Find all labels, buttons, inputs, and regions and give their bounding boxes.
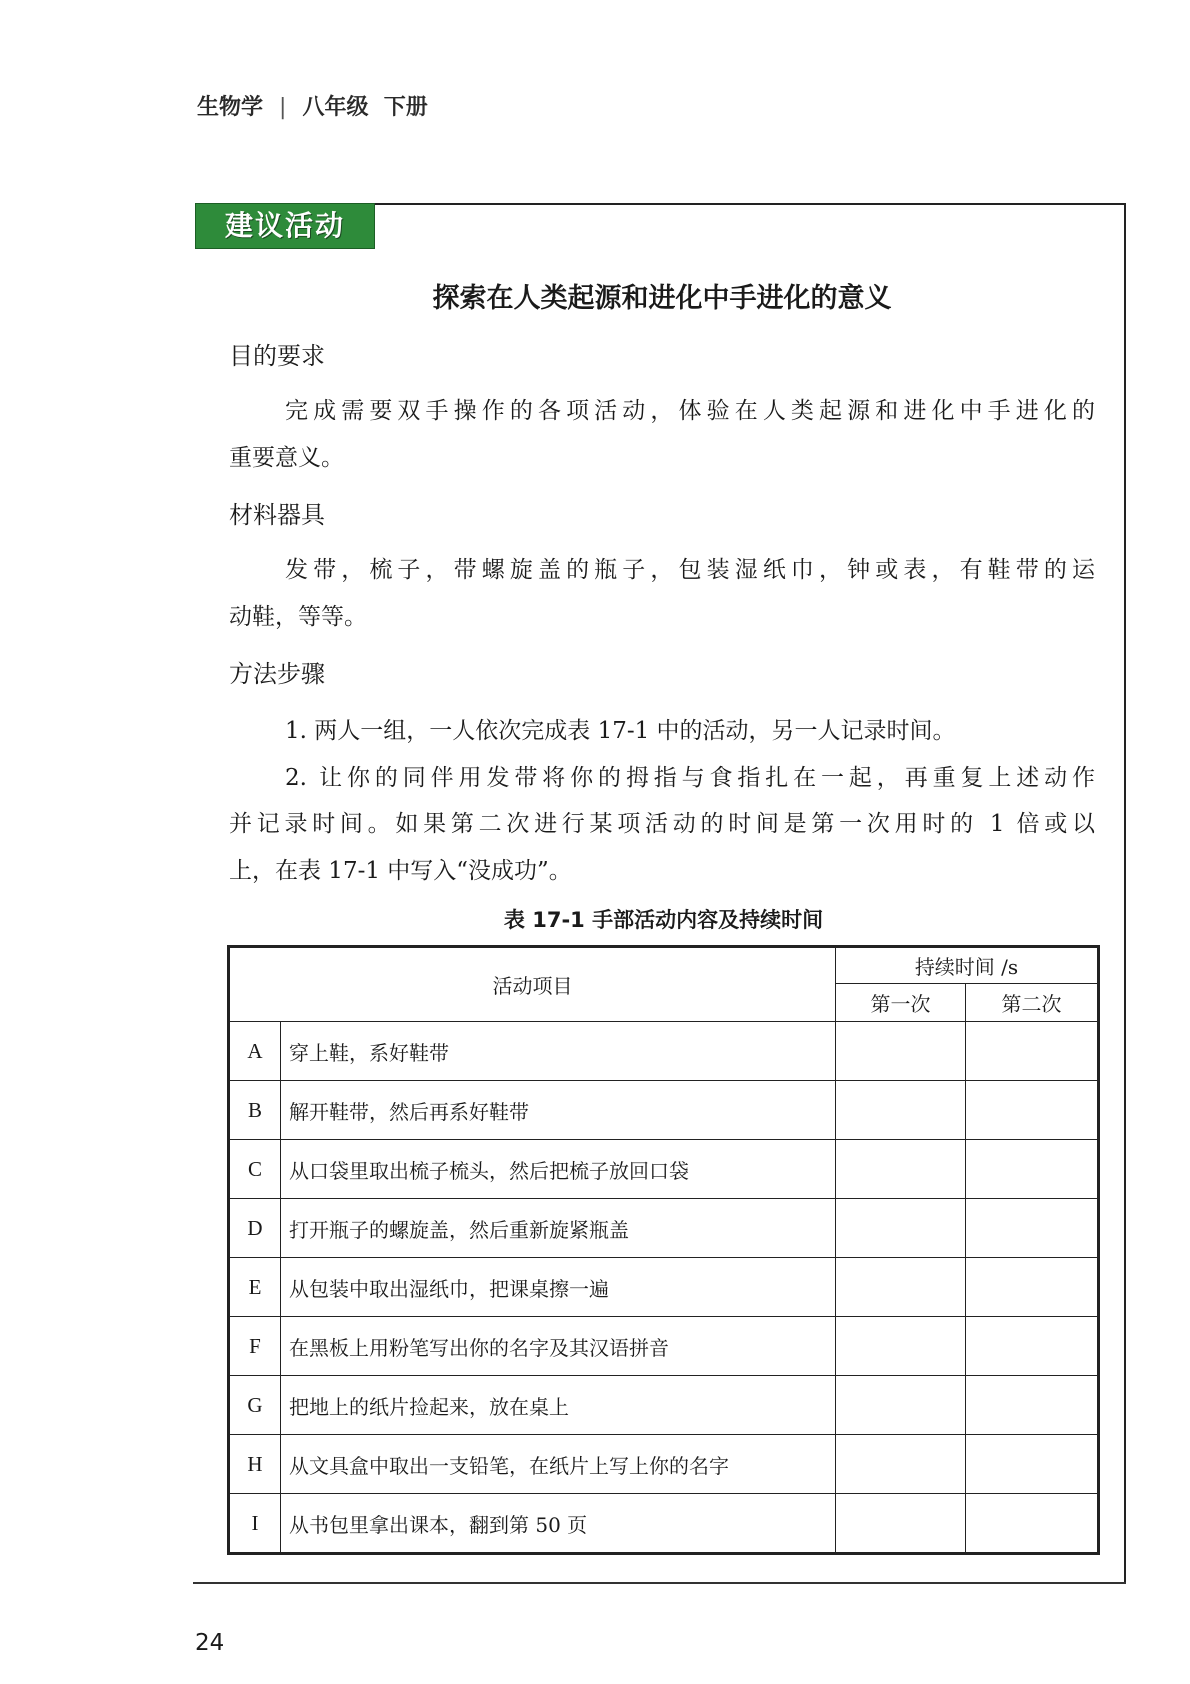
table-row	[229, 1435, 1099, 1494]
row-activity: 从文具盒中取出一支铅笔，在纸片上写上你的名字	[281, 1435, 836, 1494]
volume: 下册	[383, 95, 428, 120]
table-row	[229, 1022, 1099, 1081]
row-activity: 解开鞋带，然后再系好鞋带	[281, 1081, 836, 1140]
activity-table	[227, 945, 1100, 1555]
table-row	[229, 1317, 1099, 1376]
row-activity: 从书包里拿出课本，翻到第 50 页	[281, 1494, 836, 1554]
table-row	[229, 1140, 1099, 1199]
row-activity: 把地上的纸片捡起来，放在桌上	[281, 1376, 836, 1435]
table-row	[229, 1199, 1099, 1258]
section-heading-purpose: 目的要求	[229, 342, 325, 370]
row-first-time	[836, 1140, 966, 1199]
row-first-time	[836, 1376, 966, 1435]
row-first-time	[836, 1494, 966, 1554]
row-second-time	[966, 1376, 1099, 1435]
row-activity: 从口袋里取出梳子梳头，然后把梳子放回口袋	[281, 1140, 836, 1199]
row-letter: F	[229, 1317, 281, 1376]
table-row	[229, 1494, 1099, 1554]
row-letter: H	[229, 1435, 281, 1494]
table-row	[229, 1258, 1099, 1317]
row-first-time	[836, 1199, 966, 1258]
page-number: 24	[195, 1630, 225, 1656]
row-second-time	[966, 1022, 1099, 1081]
grade: 八年级	[302, 95, 369, 120]
running-header	[197, 90, 428, 121]
row-letter: B	[229, 1081, 281, 1140]
section-heading-materials: 材料器具	[229, 501, 325, 529]
row-letter: C	[229, 1140, 281, 1199]
paragraph-line: 完成需要双手操作的各项活动，体验在人类起源和进化中手进化的	[285, 398, 1095, 424]
row-letter: I	[229, 1494, 281, 1554]
row-first-time	[836, 1317, 966, 1376]
subject: 生物学	[197, 95, 264, 120]
paragraph-line: 发带，梳子，带螺旋盖的瓶子，包装湿纸巾，钟或表，有鞋带的运	[285, 557, 1095, 583]
row-second-time	[966, 1199, 1099, 1258]
step-line: 2. 让你的同伴用发带将你的拇指与食指扎在一起，再重复上述动作	[285, 765, 1095, 791]
header-separator: |	[279, 95, 287, 120]
row-letter: E	[229, 1258, 281, 1317]
table-row	[229, 1081, 1099, 1140]
row-first-time	[836, 1081, 966, 1140]
row-letter: A	[229, 1022, 281, 1081]
paragraph-line: 动鞋，等等。	[229, 604, 367, 630]
row-second-time	[966, 1140, 1099, 1199]
row-letter: G	[229, 1376, 281, 1435]
header-second: 第二次	[966, 984, 1099, 1022]
step-line: 上，在表 17-1 中写入“没成功”。	[229, 858, 572, 884]
row-activity: 打开瓶子的螺旋盖，然后重新旋紧瓶盖	[281, 1199, 836, 1258]
row-activity: 从包装中取出湿纸巾，把课桌擦一遍	[281, 1258, 836, 1317]
row-first-time	[836, 1258, 966, 1317]
header-first: 第一次	[836, 984, 966, 1022]
step-line: 并记录时间。如果第二次进行某项活动的时间是第一次用时的 1 倍或以	[229, 811, 1095, 837]
suggested-activity-tag: 建议活动	[195, 203, 375, 249]
row-second-time	[966, 1435, 1099, 1494]
row-activity: 在黑板上用粉笔写出你的名字及其汉语拼音	[281, 1317, 836, 1376]
row-second-time	[966, 1317, 1099, 1376]
row-first-time	[836, 1435, 966, 1494]
section-heading-method: 方法步骤	[229, 660, 325, 688]
paragraph-line: 重要意义。	[229, 445, 344, 471]
box-bottom-rule	[193, 1582, 1126, 1584]
header-activity: 活动项目	[229, 947, 836, 1022]
table-row	[229, 1376, 1099, 1435]
row-letter: D	[229, 1199, 281, 1258]
row-second-time	[966, 1258, 1099, 1317]
activity-title: 探索在人类起源和进化中手进化的意义	[432, 283, 892, 314]
table-caption: 表 17-1 手部活动内容及持续时间	[503, 908, 824, 932]
row-activity: 穿上鞋，系好鞋带	[281, 1022, 836, 1081]
row-second-time	[966, 1494, 1099, 1554]
step-line: 1. 两人一组，一人依次完成表 17-1 中的活动，另一人记录时间。	[285, 718, 956, 744]
row-first-time	[836, 1022, 966, 1081]
row-second-time	[966, 1081, 1099, 1140]
header-duration: 持续时间 /s	[836, 947, 1099, 984]
